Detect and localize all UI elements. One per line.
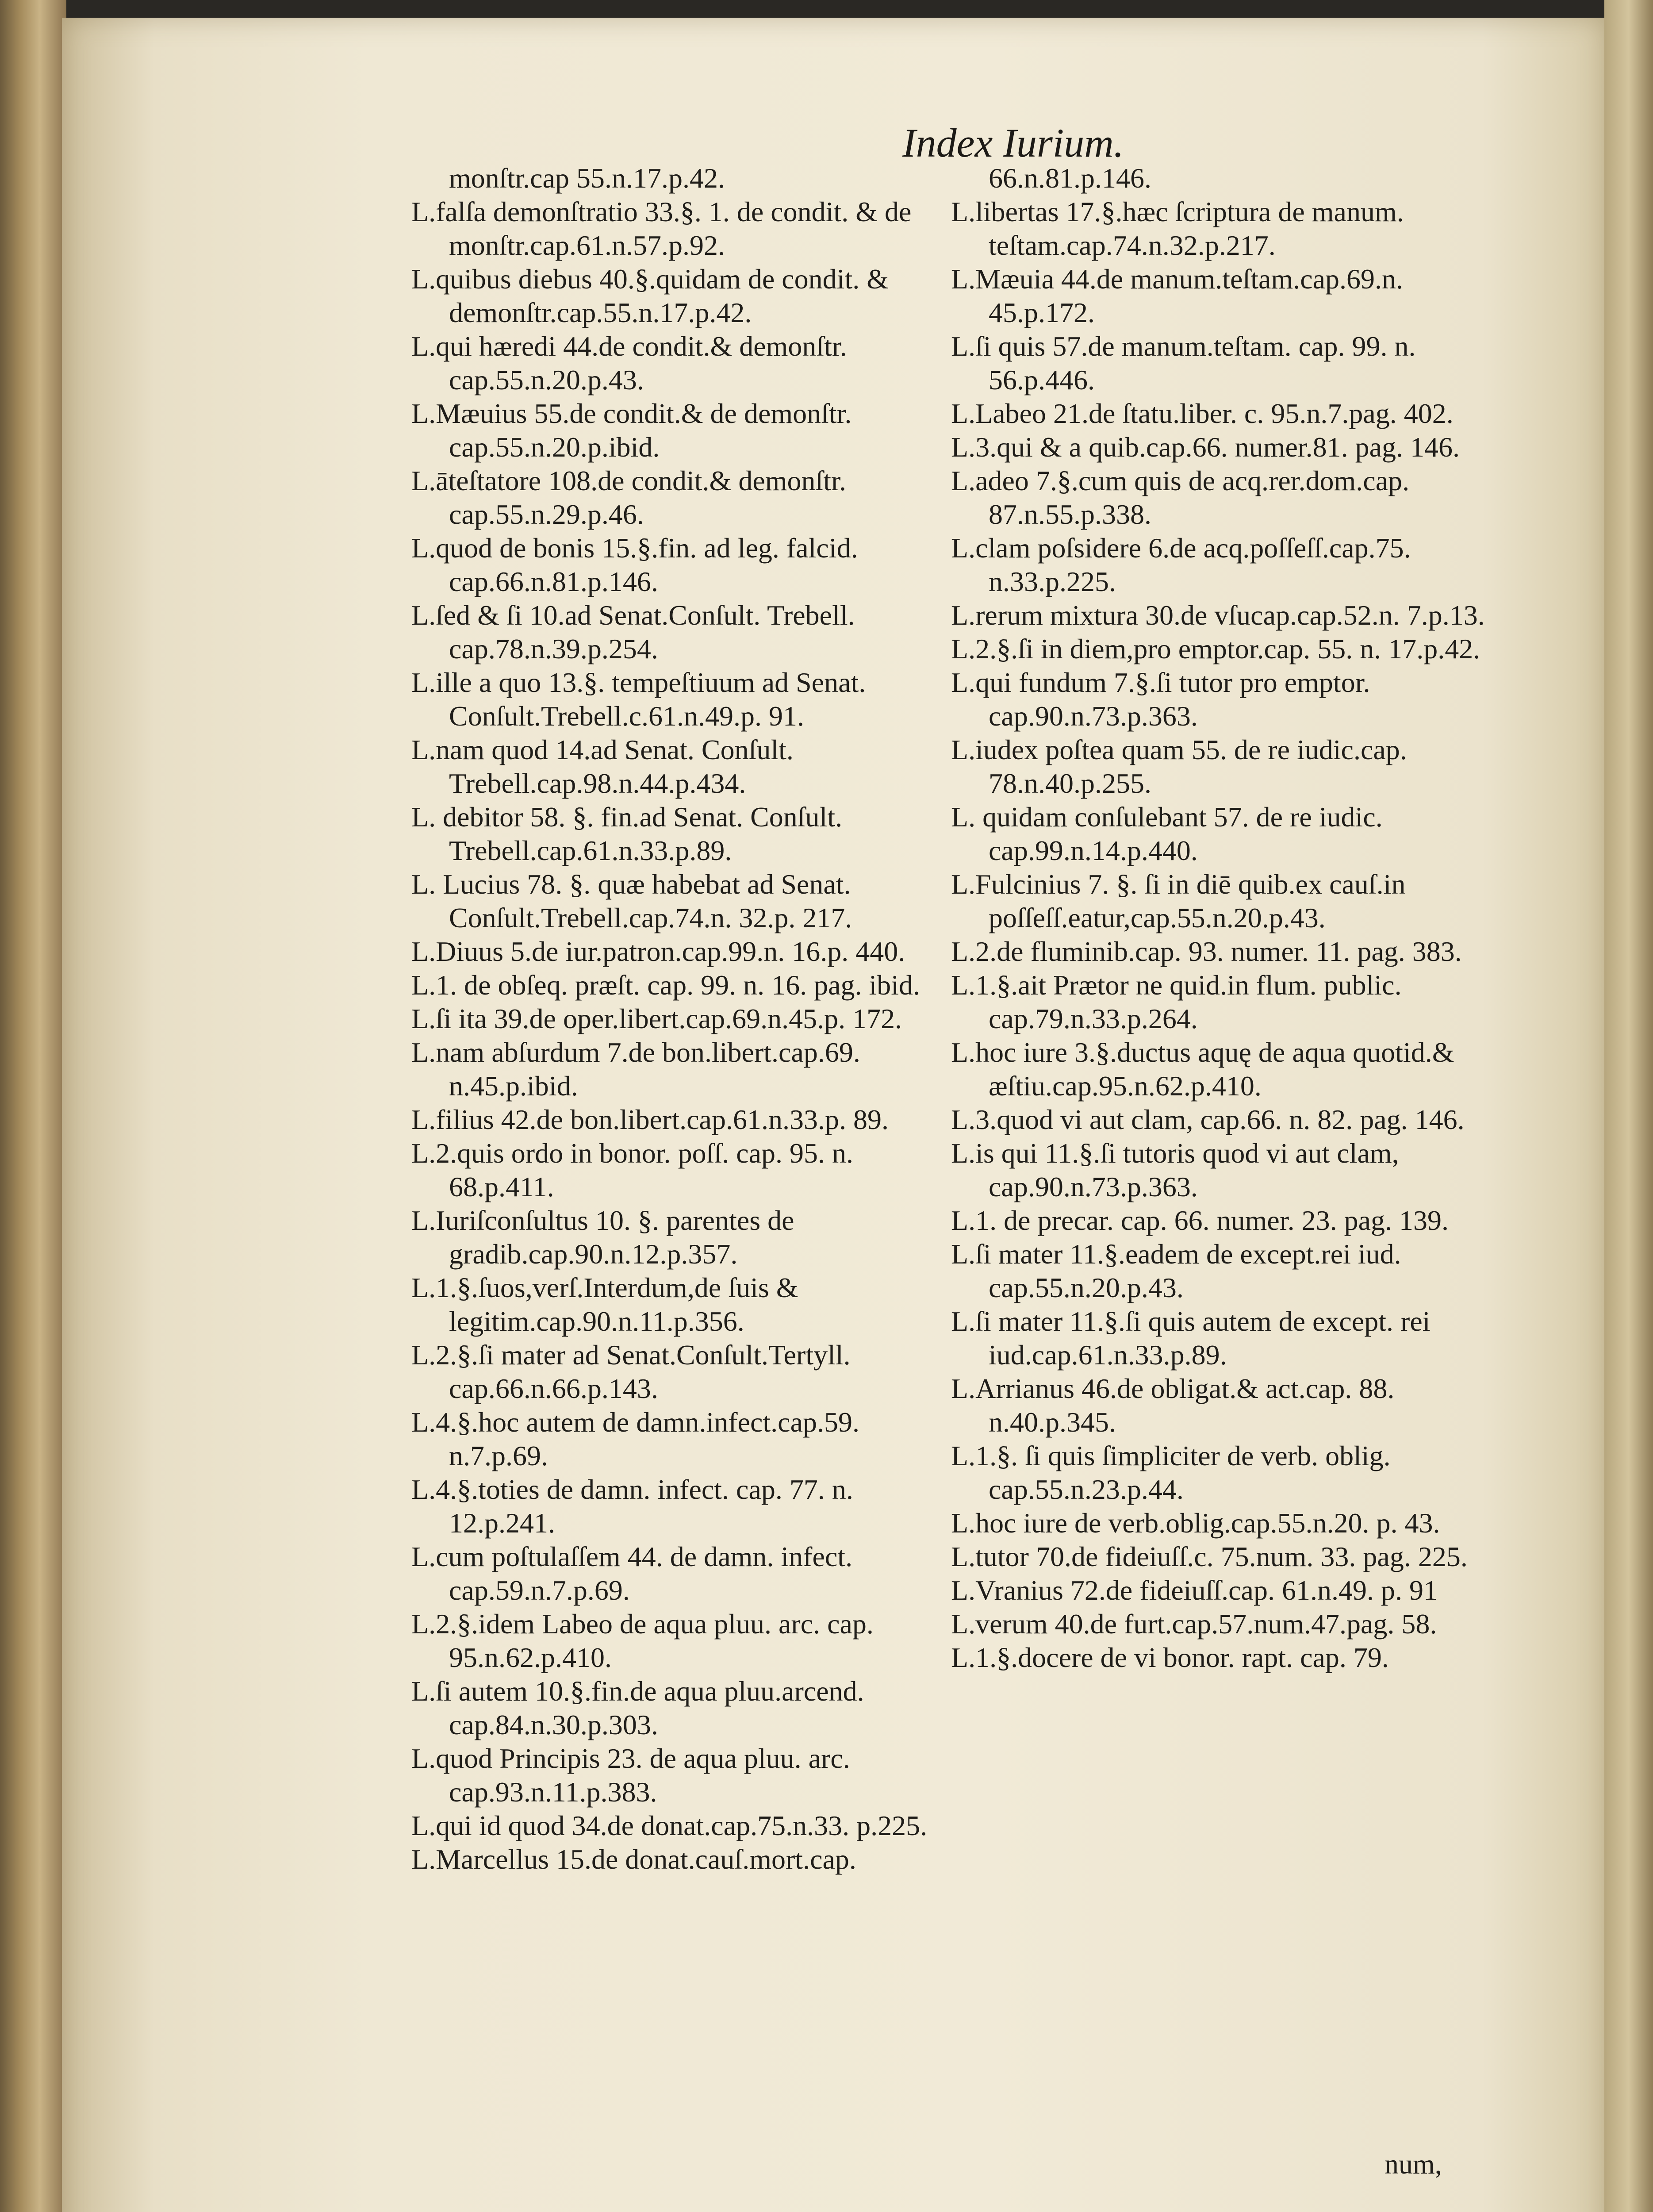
index-entry: L.1.§.docere de vi bonor. rapt. cap. 79.: [951, 1642, 1389, 1673]
index-entry: L.1. de precar. cap. 66. numer. 23. pag. 139.: [951, 1205, 1449, 1236]
index-entry: L.4.§.toties de damn. infect. cap. 77. n. 12.p.241.: [411, 1474, 853, 1539]
index-entry: L.iudex poſtea quam 55. de re iudic.cap. 78.n.40.p.255.: [951, 734, 1407, 799]
index-entry: L.ſi mater 11.§.ſi quis autem de except. rei iud.cap.61.n.33.p.89.: [951, 1306, 1431, 1371]
index-entry: L. debitor 58. §. fin.ad Senat. Conſult. Trebell.cap.61.n.33.p.89.: [411, 801, 843, 866]
index-entry: L.3.quod vi aut clam, cap.66. n. 82. pag. 146.: [951, 1104, 1465, 1135]
index-entry: L.rerum mixtura 30.de vſucap.cap.52.n. 7.p.13.: [951, 599, 1485, 631]
index-entry: L.2.de fluminib.cap. 93. numer. 11. pag. 383.: [951, 936, 1462, 967]
index-entry: L.4.§.hoc autem de damn.infect.cap.59. n.7.p.69.: [411, 1406, 859, 1471]
index-entry: L.1. de obſeq. præſt. cap. 99. n. 16. pag. ibid.: [411, 969, 920, 1001]
index-entry: L.1.§.ſuos,verſ.Interdum,de ſuis & legitim.cap.90.n.11.p.356.: [411, 1272, 798, 1337]
index-entry: monſtr.cap 55.n.17.p.42.: [449, 162, 725, 194]
index-entry: L.ſi ita 39.de oper.libert.cap.69.n.45.p. 172.: [411, 1003, 902, 1034]
index-entry: L.3.qui & a quib.cap.66. numer.81. pag. 146.: [951, 431, 1460, 463]
index-entry: L.Vranius 72.de fideiuſſ.cap. 61.n.49. p. 91: [951, 1575, 1438, 1606]
index-entry: L.2.quis ordo in bonor. poſſ. cap. 95. n. 68.p.411.: [411, 1137, 854, 1202]
catchword: num,: [1385, 2148, 1442, 2180]
index-entry: L.ſi autem 10.§.fin.de aqua pluu.arcend. cap.84.n.30.p.303.: [411, 1675, 864, 1740]
index-entry: L.filius 42.de bon.libert.cap.61.n.33.p. 89.: [411, 1104, 889, 1135]
index-entry: L.āteſtatore 108.de condit.& demonſtr. cap.55.n.29.p.46.: [411, 465, 846, 530]
index-entry: L.quibus diebus 40.§.quidam de condit. & demonſtr.cap.55.n.17.p.42.: [411, 263, 889, 328]
index-entry: L.ſed & ſi 10.ad Senat.Conſult. Trebell. cap.78.n.39.p.254.: [411, 599, 855, 664]
index-entry: L.Mæuius 55.de condit.& de demonſtr. cap.55.n.20.p.ibid.: [411, 398, 852, 463]
index-entry: L.hoc iure 3.§.ductus aquę de aqua quotid.& æſtiu.cap.95.n.62.p.410.: [951, 1037, 1454, 1102]
right-column: [951, 161, 1504, 1674]
index-entry: L.qui hæredi 44.de condit.& demonſtr. cap.55.n.20.p.43.: [411, 330, 847, 396]
index-entry: L.quod de bonis 15.§.fin. ad leg. falcid. cap.66.n.81.p.146.: [411, 532, 858, 597]
index-entry: L.qui fundum 7.§.ſi tutor pro emptor. cap.90.n.73.p.363.: [951, 667, 1370, 732]
left-column: [411, 161, 964, 1876]
index-entry: L.Mæuia 44.de manum.teſtam.cap.69.n. 45.p.172.: [951, 263, 1403, 328]
index-entry: L.falſa demonſtratio 33.§. 1. de condit. & de monſtr.cap.61.n.57.p.92.: [411, 196, 912, 261]
index-entry: L.Fulcinius 7. §. ſi in diē quib.ex cauſ.in poſſeſſ.eatur,cap.55.n.20.p.43.: [951, 868, 1406, 933]
index-entry: L.hoc iure de verb.oblig.cap.55.n.20. p. 43.: [951, 1507, 1440, 1539]
index-entry: L. quidam conſulebant 57. de re iudic. cap.99.n.14.p.440.: [951, 801, 1383, 866]
index-entry: L.Arrianus 46.de obligat.& act.cap. 88. n.40.p.345.: [951, 1373, 1395, 1438]
index-entry: L.tutor 70.de fideiuſſ.c. 75.num. 33. pag. 225.: [951, 1541, 1468, 1572]
index-entry: L.2.§.ſi mater ad Senat.Conſult.Tertyll. cap.66.n.66.p.143.: [411, 1339, 851, 1404]
index-entry: L.2.§.ſi in diem,pro emptor.cap. 55. n. 17.p.42.: [951, 633, 1480, 664]
index-entry: L.quod Principis 23. de aqua pluu. arc. cap.93.n.11.p.383.: [411, 1743, 850, 1808]
index-entry: L.Diuus 5.de iur.patron.cap.99.n. 16.p. 440.: [411, 936, 905, 967]
index-entry: L.clam poſsidere 6.de acq.poſſeſſ.cap.75. n.33.p.225.: [951, 532, 1411, 597]
index-entry: L.qui id quod 34.de donat.cap.75.n.33. p.225.: [411, 1810, 928, 1841]
index-entry: L.ille a quo 13.§. tempeſtiuum ad Senat. Conſult.Trebell.c.61.n.49.p. 91.: [411, 667, 866, 732]
index-entry: L. Lucius 78. §. quæ habebat ad Senat. Conſult.Trebell.cap.74.n. 32.p. 217.: [411, 868, 852, 933]
index-entry: L.nam quod 14.ad Senat. Conſult. Trebell.cap.98.n.44.p.434.: [411, 734, 794, 799]
index-entry: L.is qui 11.§.ſi tutoris quod vi aut clam, cap.90.n.73.p.363.: [951, 1137, 1399, 1202]
index-entry: L.verum 40.de furt.cap.57.num.47.pag. 58.: [951, 1608, 1437, 1640]
index-entry: L.ſi quis 57.de manum.teſtam. cap. 99. n. 56.p.446.: [951, 330, 1416, 396]
index-entry: L.Iuriſconſultus 10. §. parentes de gradib.cap.90.n.12.p.357.: [411, 1205, 794, 1270]
page-fore-edge: [1604, 0, 1653, 2212]
index-entry: L.Marcellus 15.de donat.cauſ.mort.cap.: [411, 1843, 856, 1875]
index-entry: L.2.§.idem Labeo de aqua pluu. arc. cap. 95.n.62.p.410.: [411, 1608, 874, 1673]
index-entry: L.1.§.ait Prætor ne quid.in flum. public. cap.79.n.33.p.264.: [951, 969, 1402, 1034]
index-entry: 66.n.81.p.146.: [989, 162, 1151, 194]
index-entry: L.ſi mater 11.§.eadem de except.rei iud. cap.55.n.20.p.43.: [951, 1238, 1401, 1303]
index-entry: L.libertas 17.§.hæc ſcriptura de manum. teſtam.cap.74.n.32.p.217.: [951, 196, 1404, 261]
index-entry: L.cum poſtulaſſem 44. de damn. infect. cap.59.n.7.p.69.: [411, 1541, 853, 1606]
book-edge: [0, 0, 66, 2212]
index-entry: L.adeo 7.§.cum quis de acq.rer.dom.cap. 87.n.55.p.338.: [951, 465, 1410, 530]
index-entry: L.1.§. ſi quis ſimpliciter de verb. oblig. cap.55.n.23.p.44.: [951, 1440, 1391, 1505]
running-header: Index Iurium.: [902, 120, 1124, 165]
index-entry: L.nam abſurdum 7.de bon.libert.cap.69. n.45.p.ibid.: [411, 1037, 860, 1102]
index-entry: L.Labeo 21.de ſtatu.liber. c. 95.n.7.pag. 402.: [951, 398, 1454, 429]
